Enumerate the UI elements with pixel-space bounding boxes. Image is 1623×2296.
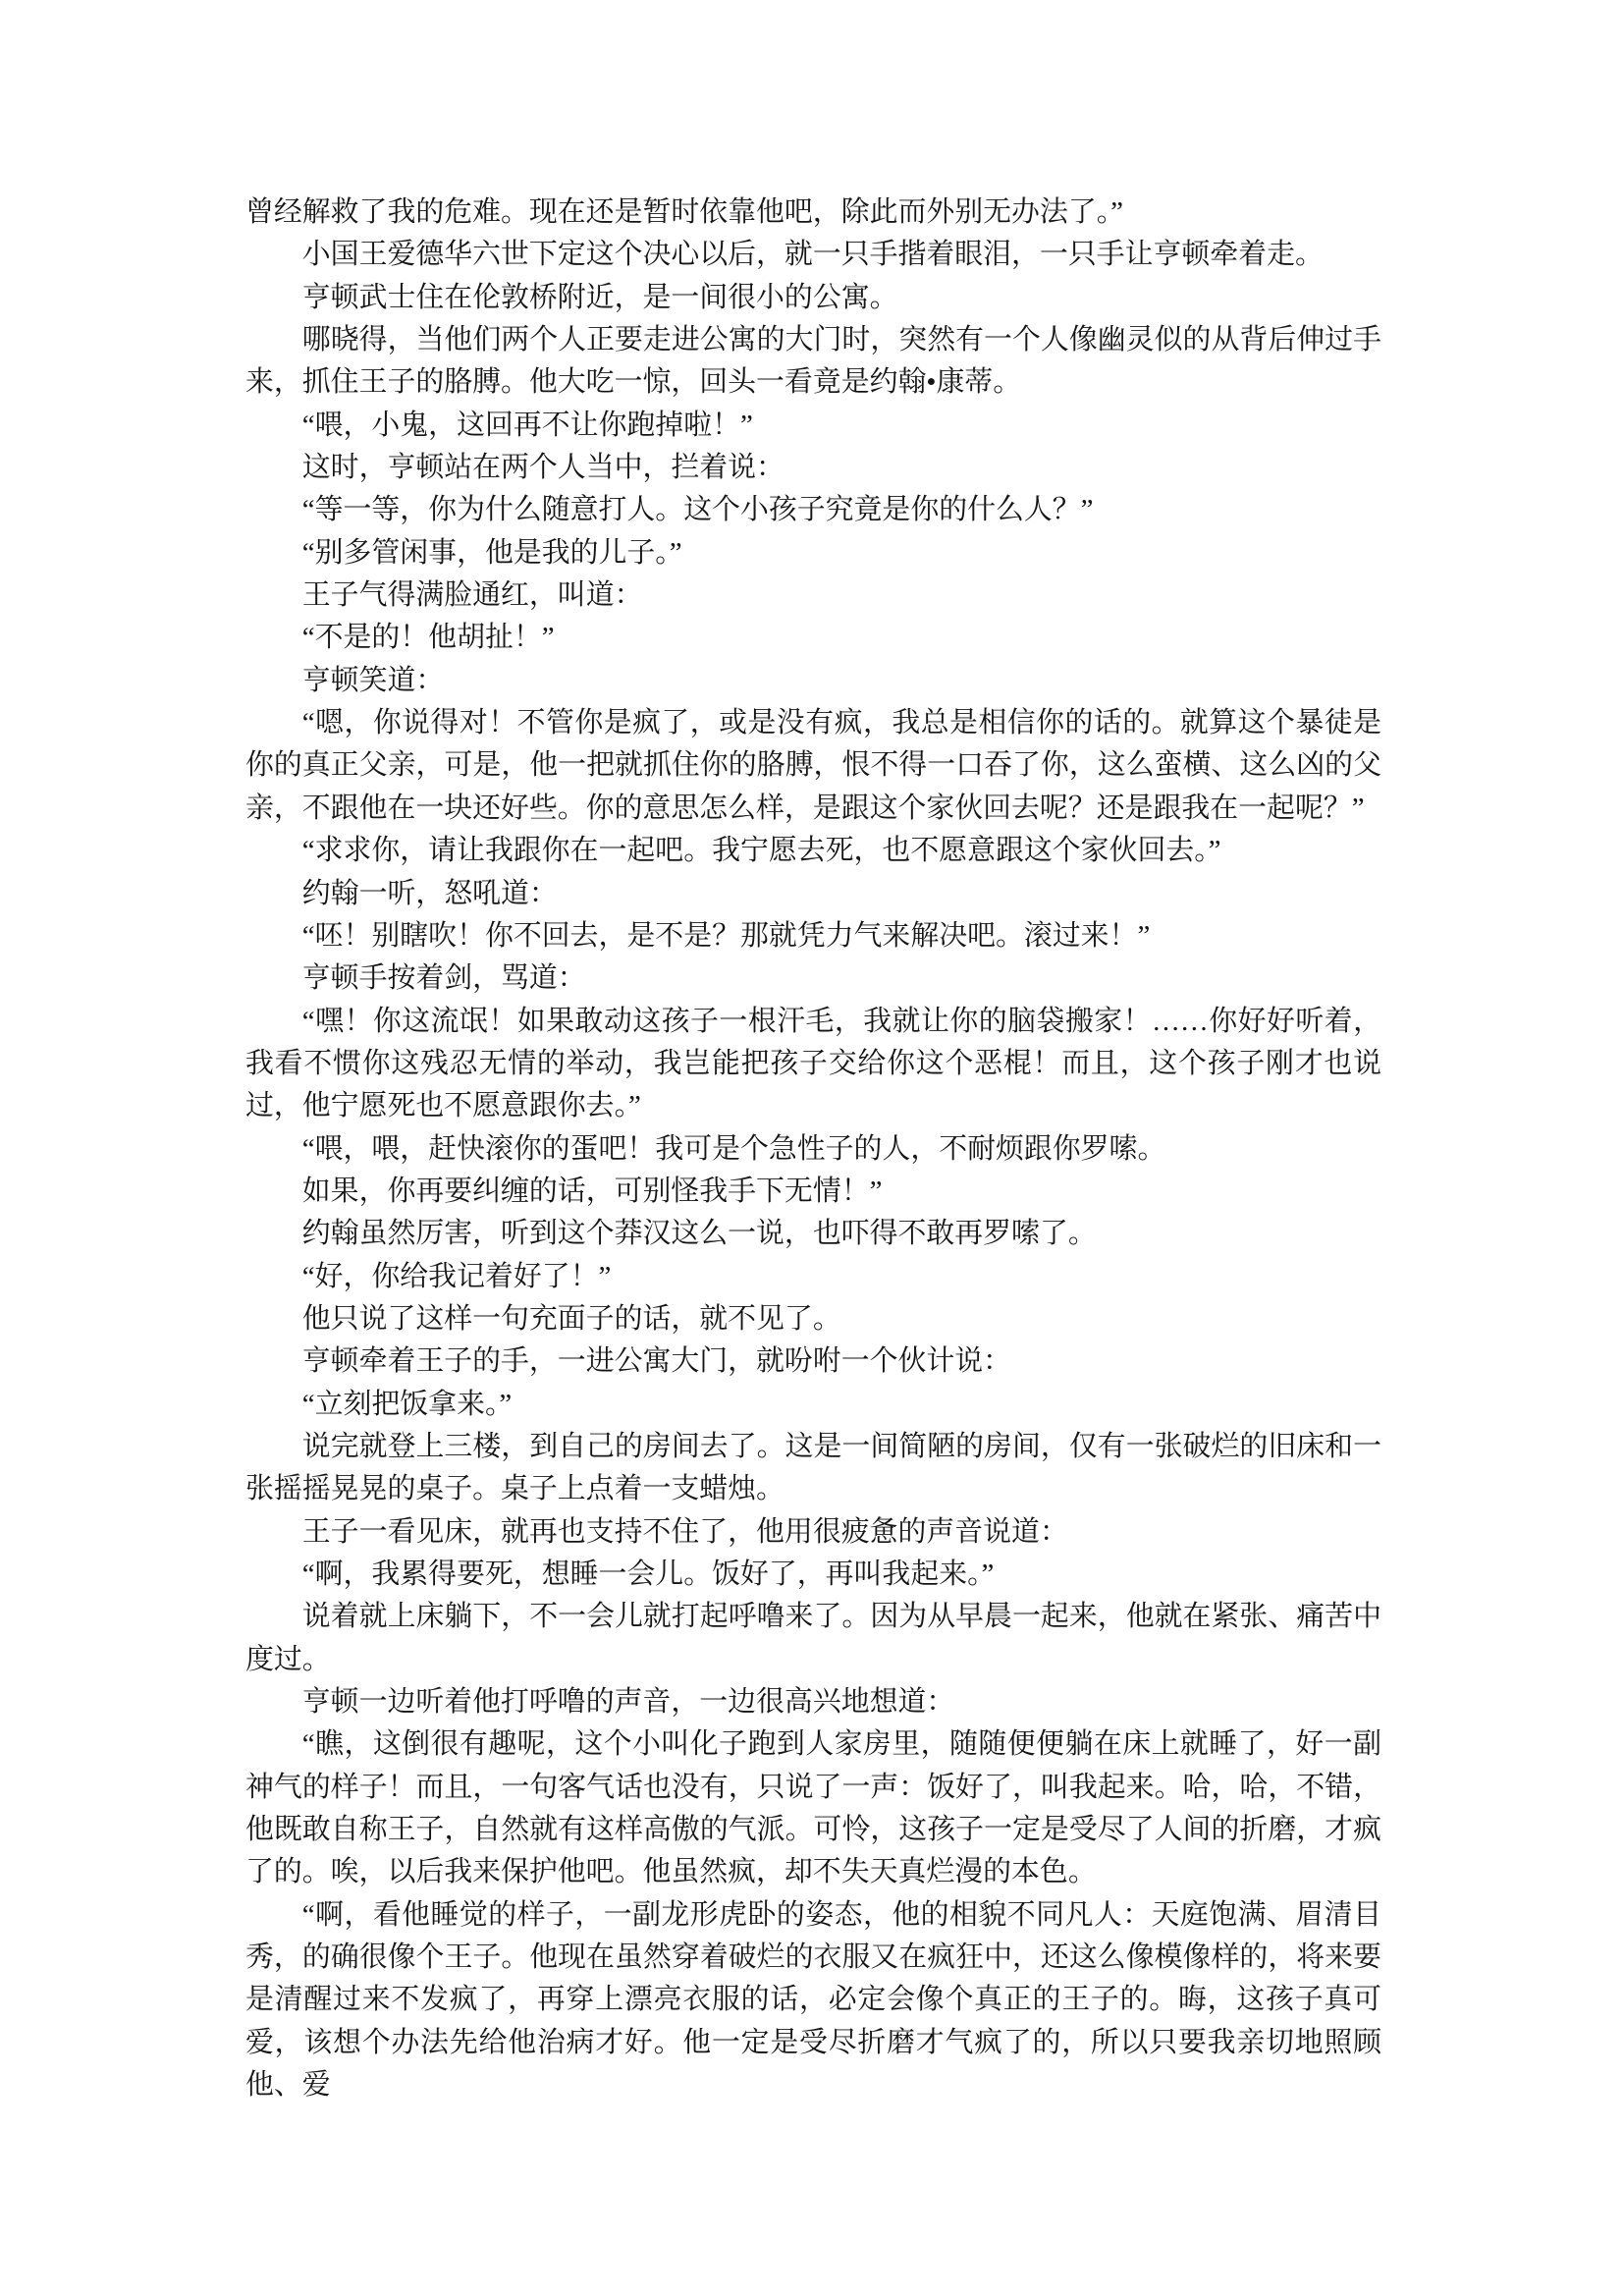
- paragraph: 曾经解救了我的危难。现在还是暂时依靠他吧，除此而外别无办法了。”: [245, 196, 1123, 228]
- paragraph: “瞧，这倒很有趣呢，这个小叫化子跑到人家房里，随随便便躺在床上就睡了，好一副神气的样子！而且，一句客气话也没有，只说了一声：饭好了，叫我起来。哈，哈，不错，他既敢自称王子，自然就有这样高傲的气派。可怜，这孩子一定是受尽了人间的折磨，才疯了的。唉，以后我来保护他吧。他虽然疯，却不失天真烂漫的本色。: [245, 1728, 1381, 1888]
- paragraph: “好，你给我记着好了！”: [301, 1260, 612, 1292]
- paragraph: 亨顿牵着王子的手，一进公寓大门，就吩咐一个伙计说：: [301, 1345, 1012, 1378]
- paragraph: “嘿！你这流氓！如果敢动这孩子一根汗毛，我就让你的脑袋搬家！……你好好听着，我看不惯你这残忍无情的举动，我岂能把孩子交给你这个恶棍！而且，这个孩子刚才也说过，他宁愿死也不愿意跟你去。”: [245, 1005, 1381, 1122]
- paragraph: 王子气得满脸通红，叫道：: [301, 579, 643, 612]
- paragraph: 约翰一听，怒吼道：: [301, 877, 558, 909]
- paragraph: 约翰虽然厉害，听到这个莽汉这么一说，也吓得不敢再罗嗦了。: [301, 1218, 1097, 1250]
- paragraph: 如果，你再要纠缠的话，可别怪我手下无情！”: [301, 1175, 883, 1207]
- paragraph: “等一等，你为什么随意打人。这个小孩子究竟是你的什么人？”: [301, 494, 1094, 526]
- paragraph: “喂，小鬼，这回再不让你跑掉啦！”: [301, 409, 753, 441]
- paragraph: 这时，亨顿站在两个人当中，拦着说：: [301, 452, 784, 484]
- paragraph: “嗯，你说得对！不管你是疯了，或是没有疯，我总是相信你的话的。就算这个暴徒是你的真正父亲，可是，他一把就抓住你的胳膊，恨不得一口吞了你，这么蛮横、这么凶的父亲，不跟他在一块还好些。你的意思怎么样，是跟这个家伙回去呢？还是跟我在一起呢？”: [245, 707, 1381, 824]
- paragraph: 亨顿一边听着他打呼噜的声音，一边很高兴地想道：: [301, 1686, 955, 1719]
- paragraph: 亨顿武士住在伦敦桥附近，是一间很小的公寓。: [301, 281, 898, 313]
- paragraph: 说着就上床躺下，不一会儿就打起呼噜来了。因为从早晨一起来，他就在紧张、痛苦中度过。: [245, 1601, 1381, 1675]
- paragraph: “喂，喂，赶快滚你的蛋吧！我可是个急性子的人，不耐烦跟你罗嗦。: [301, 1132, 1166, 1165]
- paragraph: 说完就登上三楼，到自己的房间去了。这是一间简陋的房间，仅有一张破烂的旧床和一张摇摇晃晃的桌子。桌子上点着一支蜡烛。: [245, 1430, 1381, 1505]
- paragraph: 亨顿手按着剑，骂道：: [301, 962, 586, 995]
- paragraph: “呸！别瞎吹！你不回去，是不是？那就凭力气来解决吧。滚过来！”: [301, 919, 1151, 952]
- paragraph: 他只说了这样一句充面子的话，就不见了。: [301, 1302, 841, 1335]
- paragraph: “啊，看他睡觉的样子，一副龙形虎卧的姿态，他的相貌不同凡人：天庭饱满、眉清目秀，的确很像个王子。他现在虽然穿着破烂的衣服又在疯狂中，还这么像模像样的，将来要是清醒过来不发疯了，再穿上漂亮衣服的话，必定会像个真正的王子的。晦，这孩子真可爱，该想个办法先给他治病才好。他一定是受尽折磨才气疯了的，所以只要我亲切地照顾他、爱: [245, 1898, 1381, 2102]
- paragraph: 哪晓得，当他们两个人正要走进公寓的大门时，突然有一个人像幽灵似的从背后伸过手来，抓住王子的胳膊。他大吃一惊，回头一看竟是约翰•康蒂。: [245, 324, 1381, 399]
- paragraph: “求求你，请让我跟你在一起吧。我宁愿去死，也不愿意跟这个家伙回去。”: [301, 835, 1221, 867]
- paragraph: “别多管闲事，他是我的儿子。”: [301, 536, 682, 569]
- paragraph: 亨顿笑道：: [301, 664, 445, 696]
- paragraphs-container: [245, 191, 1381, 2106]
- paragraph: 小国王爱德华六世下定这个决心以后，就一只手揩着眼泪，一只手让亨顿牵着走。: [301, 239, 1324, 271]
- paragraph: 王子一看见床，就再也支持不住了，他用很疲惫的声音说道：: [301, 1515, 1068, 1548]
- paragraph: “不是的！他胡扯！”: [301, 622, 555, 654]
- paragraph: “立刻把饭拿来。”: [301, 1388, 513, 1420]
- paragraph: “啊，我累得要死，想睡一会儿。饭好了，再叫我起来。”: [301, 1558, 995, 1590]
